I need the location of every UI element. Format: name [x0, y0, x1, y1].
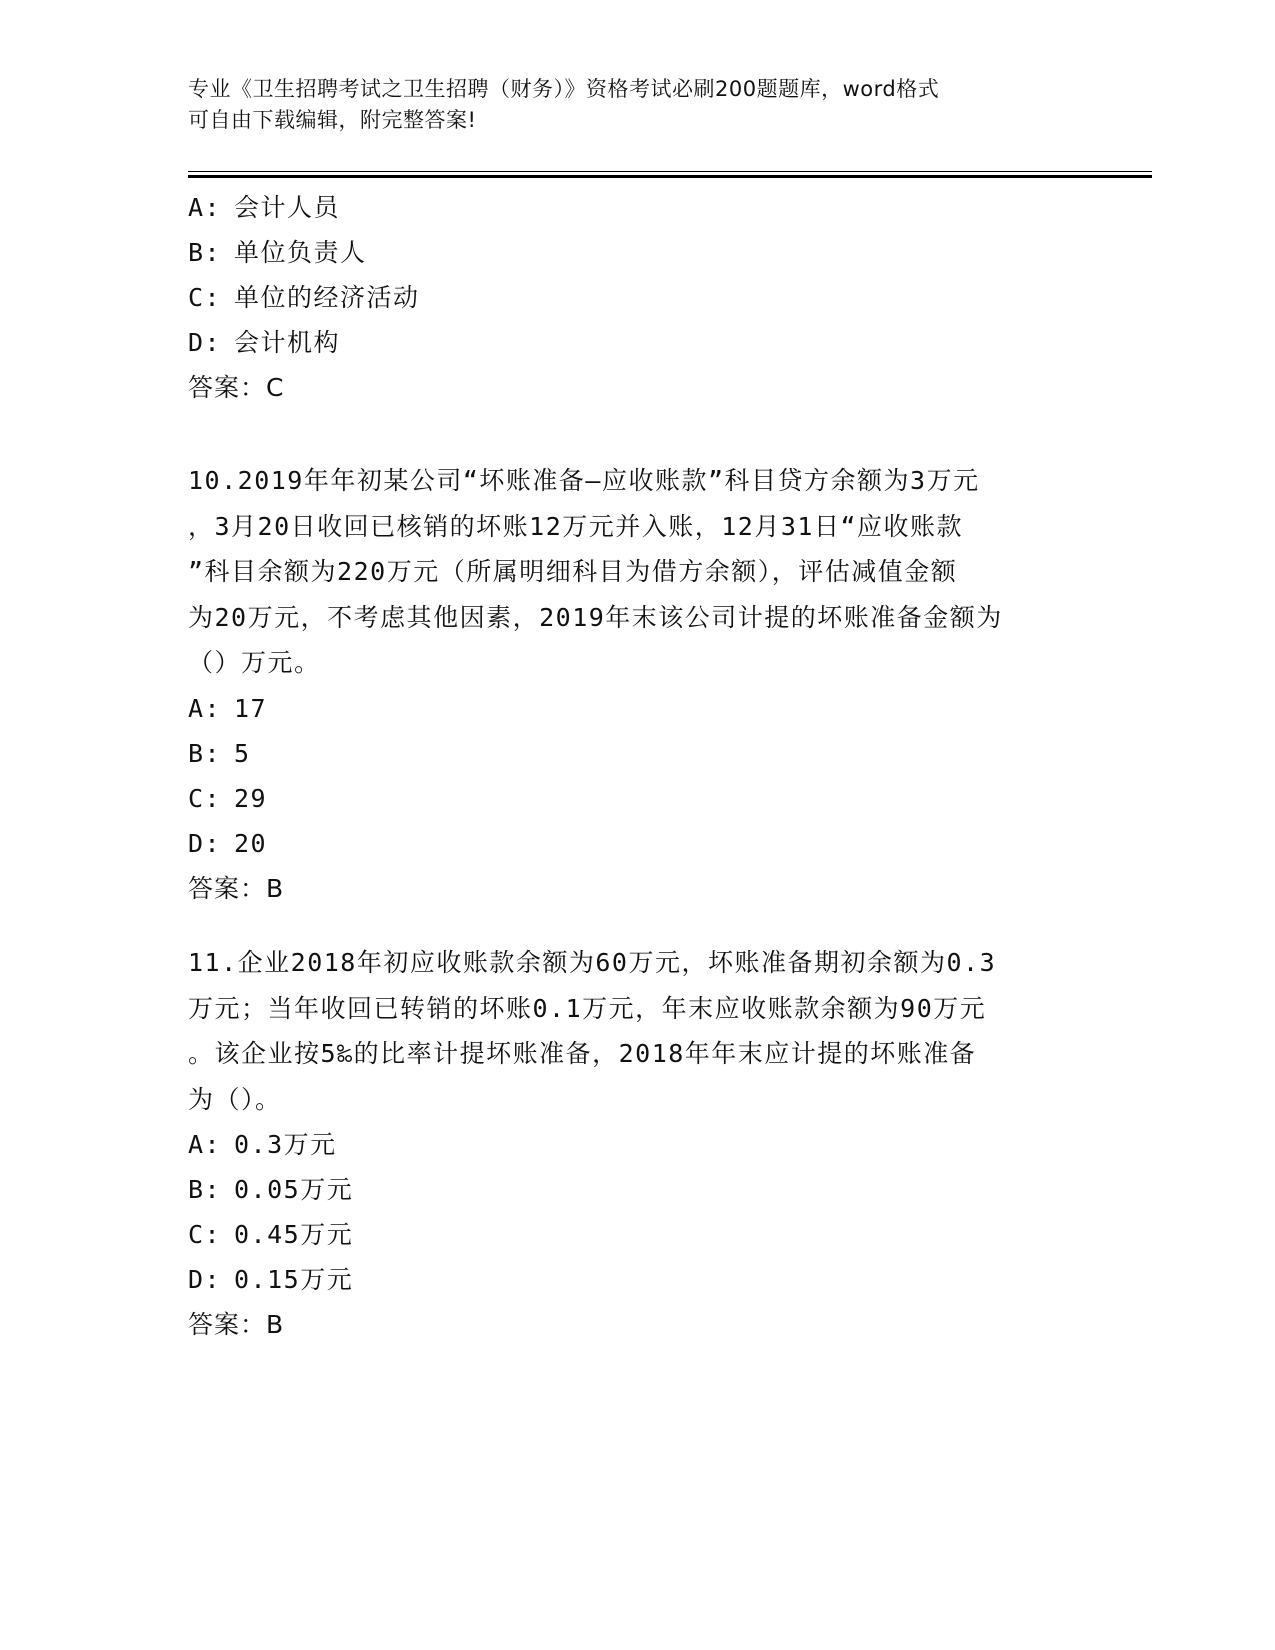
question-text-line: 11.企业2018年初应收账款余额为60万元，坏账准备期初余额为0.3	[188, 948, 997, 977]
document-header	[188, 74, 1068, 136]
option-text: 会计机构	[234, 328, 341, 357]
option-letter: D:	[188, 1265, 222, 1294]
header-title-line-1: 专业《卫生招聘考试之卫生招聘（财务）》资格考试必刷200题题库，word格式	[188, 77, 940, 101]
option-a	[188, 686, 1088, 731]
option-letter: B:	[188, 738, 222, 768]
question-10-text	[188, 458, 1088, 686]
option-d	[188, 821, 1088, 866]
question-10-block	[188, 458, 1088, 911]
header-title-line-2: 可自由下载编辑，附完整答案!	[188, 108, 477, 132]
option-b	[188, 230, 1088, 275]
option-letter: B:	[188, 1175, 222, 1204]
option-d	[188, 1257, 1088, 1302]
option-text: 单位的经济活动	[234, 283, 420, 312]
question-text-line: 万元；当年收回已转销的坏账0.1万元，年末应收账款余额为90万元	[188, 993, 987, 1023]
option-text: 单位负责人	[234, 238, 367, 267]
answer-label: 答案：C	[188, 373, 285, 402]
option-text: 5	[234, 738, 251, 768]
option-a	[188, 1122, 1088, 1167]
question-11-block	[188, 940, 1088, 1347]
question-text-line: ”科目余额为220万元（所属明细科目为借方余额），评估减值金额	[188, 557, 958, 586]
option-b	[188, 731, 1088, 776]
option-a	[188, 185, 1088, 230]
answer-label: 答案：B	[188, 1310, 285, 1339]
option-letter: D:	[188, 828, 222, 858]
question-text-line: （）万元。	[188, 648, 321, 677]
option-text: 会计人员	[234, 193, 341, 222]
question-text-line: 。该企业按5‰的比率计提坏账准备，2018年年末应计提的坏账准备	[188, 1039, 977, 1068]
option-text: 20	[234, 828, 268, 858]
option-text: 0.3万元	[234, 1130, 337, 1159]
question-text-line: 为（）。	[188, 1084, 282, 1114]
option-c	[188, 1212, 1088, 1257]
question-text-line: 为20万元，不考虑其他因素，2019年末该公司计提的坏账准备金额为	[188, 602, 1003, 632]
option-c	[188, 275, 1088, 320]
question-text-line: ，3月20日收回已核销的坏账12万元并入账，12月31日“应收账款	[188, 511, 964, 541]
question-11-text	[188, 940, 1088, 1122]
question-text-line: 10.2019年年初某公司“坏账准备—应收账款”科目贷方余额为3万元	[188, 466, 980, 495]
option-letter: C:	[188, 783, 222, 813]
option-letter: A:	[188, 1130, 222, 1159]
option-letter: B:	[188, 238, 222, 267]
option-c	[188, 776, 1088, 821]
option-letter: C:	[188, 283, 222, 312]
header-rule-thin	[188, 171, 1152, 172]
option-letter: C:	[188, 1220, 222, 1249]
question-9-block	[188, 185, 1088, 410]
option-text: 17	[234, 693, 268, 723]
option-letter: A:	[188, 193, 222, 222]
option-d	[188, 320, 1088, 365]
option-b	[188, 1167, 1088, 1212]
option-text: 0.45万元	[234, 1220, 354, 1249]
option-text: 29	[234, 783, 268, 813]
option-letter: A:	[188, 693, 222, 723]
option-letter: D:	[188, 328, 222, 357]
option-text: 0.05万元	[234, 1175, 354, 1204]
option-text: 0.15万元	[234, 1265, 354, 1294]
header-rule-thick	[188, 175, 1152, 178]
answer-label: 答案：B	[188, 873, 285, 903]
